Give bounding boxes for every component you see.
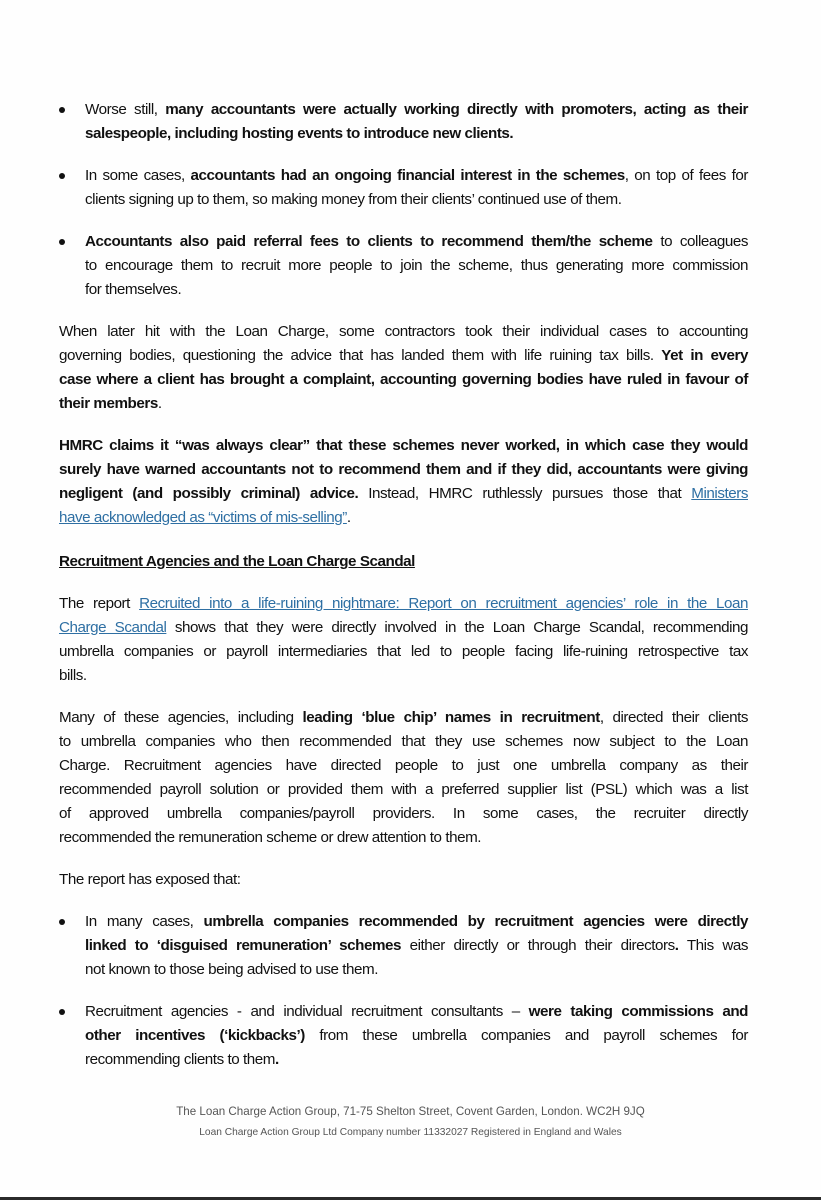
text-line — [59, 754, 748, 778]
bold-text: Yet in every — [661, 347, 748, 364]
text-line — [85, 958, 748, 982]
text-run: for themselves. — [85, 281, 182, 298]
bold-text: linked to ‘disguised remuneration’ schemes — [85, 937, 402, 954]
text-run: recommended the remuneration scheme or drew attention to them. — [59, 829, 482, 846]
text-line — [59, 664, 748, 688]
bullet-icon — [59, 173, 65, 179]
text-line — [59, 506, 748, 530]
text-line — [85, 1000, 748, 1024]
text-line — [85, 98, 748, 122]
text-line — [59, 320, 748, 344]
bold-text: accountants had an ongoing financial interest in the schemes — [190, 167, 625, 184]
text-run: recommended payroll solution or provided them with a preferred supplier list (PSL) which was a list — [59, 781, 748, 798]
text-line — [85, 1024, 748, 1048]
bold-text: were taking commissions and — [528, 1003, 748, 1020]
text-run: Instead, HMRC ruthlessly pursues those that — [358, 485, 692, 502]
text-run: The report — [59, 595, 140, 612]
text-run: , on top of fees for — [624, 167, 749, 184]
bold-text: many accountants were actually working directly with promoters, acting as their — [165, 101, 749, 118]
text-line — [59, 778, 748, 802]
text-run: . — [157, 395, 162, 412]
text-run: to encourage them to recruit more people to join the scheme, thus generating more commission — [85, 257, 748, 274]
text-run: When later hit with the Loan Charge, some contractors took their individual cases to accounting — [59, 323, 748, 340]
bold-text: leading ‘blue chip’ names in recruitment — [302, 709, 600, 726]
text-line — [59, 706, 748, 730]
text-line — [59, 616, 748, 640]
text-run: This was — [678, 937, 748, 954]
hyperlink[interactable]: Recruited into a life-ruining nightmare: Report on recruitment agencies’ role in the Loan — [139, 595, 748, 612]
text-run: Many of these agencies, including — [59, 709, 303, 726]
text-line — [59, 458, 748, 482]
bold-text: . — [275, 1051, 279, 1068]
bold-text: HMRC claims it “was always clear” that these schemes never worked, in which case they would — [59, 437, 748, 454]
footer-company-info: Loan Charge Action Group Ltd Company number 11332027 Registered in England and Wales — [199, 1127, 622, 1138]
text-line — [59, 826, 748, 850]
paragraph-report-intro — [59, 592, 748, 688]
bold-text: other incentives (‘kickbacks’) — [85, 1027, 305, 1044]
text-run: either directly or through their directors — [401, 937, 675, 954]
text-line — [85, 910, 748, 934]
bold-text: salespeople, including hosting events to introduce new clients. — [85, 125, 514, 142]
text-run: bills. — [59, 667, 87, 684]
text-run: Worse still, — [85, 101, 166, 118]
hyperlink[interactable]: Charge Scandal — [59, 619, 167, 636]
text-run: The report has exposed that: — [59, 871, 241, 888]
bullet-list-item — [59, 1000, 748, 1072]
paragraph-governing-bodies — [59, 320, 748, 416]
document-body — [59, 98, 748, 1090]
text-run: In some cases, — [85, 167, 191, 184]
text-line — [85, 188, 748, 212]
hyperlink[interactable]: Ministers — [691, 485, 748, 502]
text-run: , directed their clients — [599, 709, 748, 726]
text-run: recommending clients to them — [85, 1051, 275, 1068]
text-run: to colleagues — [652, 233, 748, 250]
text-run: shows that they were directly involved in the Loan Charge Scandal, recommending — [166, 619, 748, 636]
text-line — [85, 230, 748, 254]
bullet-icon — [59, 1009, 65, 1015]
text-run: In many cases, — [85, 913, 204, 930]
text-line — [59, 802, 748, 826]
text-run: clients signing up to them, so making money from their clients’ continued use of them. — [85, 191, 622, 208]
bullet-icon — [59, 919, 65, 925]
text-line — [59, 730, 748, 754]
text-line — [59, 592, 748, 616]
text-run: not known to those being advised to use them. — [85, 961, 378, 978]
text-run: Recruitment agencies - and individual recruitment consultants – — [85, 1003, 529, 1020]
text-line — [85, 934, 748, 958]
text-run: to umbrella companies who then recommended that they use schemes now subject to the Loan — [59, 733, 748, 750]
text-line — [85, 1048, 748, 1072]
text-line — [59, 392, 748, 416]
text-line — [59, 344, 748, 368]
bullet-icon — [59, 107, 65, 113]
text-line — [59, 482, 748, 506]
text-line — [59, 868, 748, 892]
text-line — [59, 640, 748, 664]
bullet-list-item — [59, 230, 748, 302]
text-line — [85, 164, 748, 188]
text-line — [59, 368, 748, 392]
text-line — [59, 434, 748, 458]
bullet-list-report-findings — [59, 910, 748, 1072]
bullet-list-item — [59, 910, 748, 982]
text-run: governing bodies, questioning the advice that has landed them with life ruining tax bills. — [59, 347, 662, 364]
paragraph-hmrc-claims — [59, 434, 748, 530]
bold-text: umbrella companies recommended by recruitment agencies were directly — [203, 913, 748, 930]
bullet-icon — [59, 239, 65, 245]
text-line — [85, 254, 748, 278]
bold-text: surely have warned accountants not to recommend them and if they did, accountants were giving — [59, 461, 748, 478]
text-run: Charge. Recruitment agencies have directed people to just one umbrella company as their — [59, 757, 748, 774]
text-run: from these umbrella companies and payroll schemes for — [304, 1027, 748, 1044]
footer-address: The Loan Charge Action Group, 71-75 Shelton Street, Covent Garden, London. WC2H 9JQ — [176, 1105, 645, 1118]
text-line — [85, 122, 748, 146]
text-line — [85, 278, 748, 302]
bold-text: . — [674, 937, 679, 954]
bullet-list-item — [59, 98, 748, 146]
paragraph-agencies — [59, 706, 748, 850]
bold-text: Accountants also paid referral fees to clients to recommend them/the scheme — [85, 233, 653, 250]
text-run: of approved umbrella companies/payroll providers. In some cases, the recruiter directly — [59, 805, 748, 822]
bold-text: negligent (and possibly criminal) advice. — [59, 485, 359, 502]
text-run: . — [346, 509, 351, 526]
text-run: umbrella companies or payroll intermediaries that led to people facing life-ruining retrospective tax — [59, 643, 748, 660]
bullet-list-item — [59, 164, 748, 212]
hyperlink[interactable]: have acknowledged as “victims of mis-selling” — [59, 509, 347, 526]
paragraph-report-exposed — [59, 868, 748, 892]
bold-text: case where a client has brought a complaint, accounting governing bodies have ruled in favour of — [59, 371, 748, 388]
bold-text: their members — [59, 395, 158, 412]
bullet-list-accountants — [59, 98, 748, 302]
section-heading-recruitment-agencies: Recruitment Agencies and the Loan Charge Scandal — [59, 553, 415, 570]
